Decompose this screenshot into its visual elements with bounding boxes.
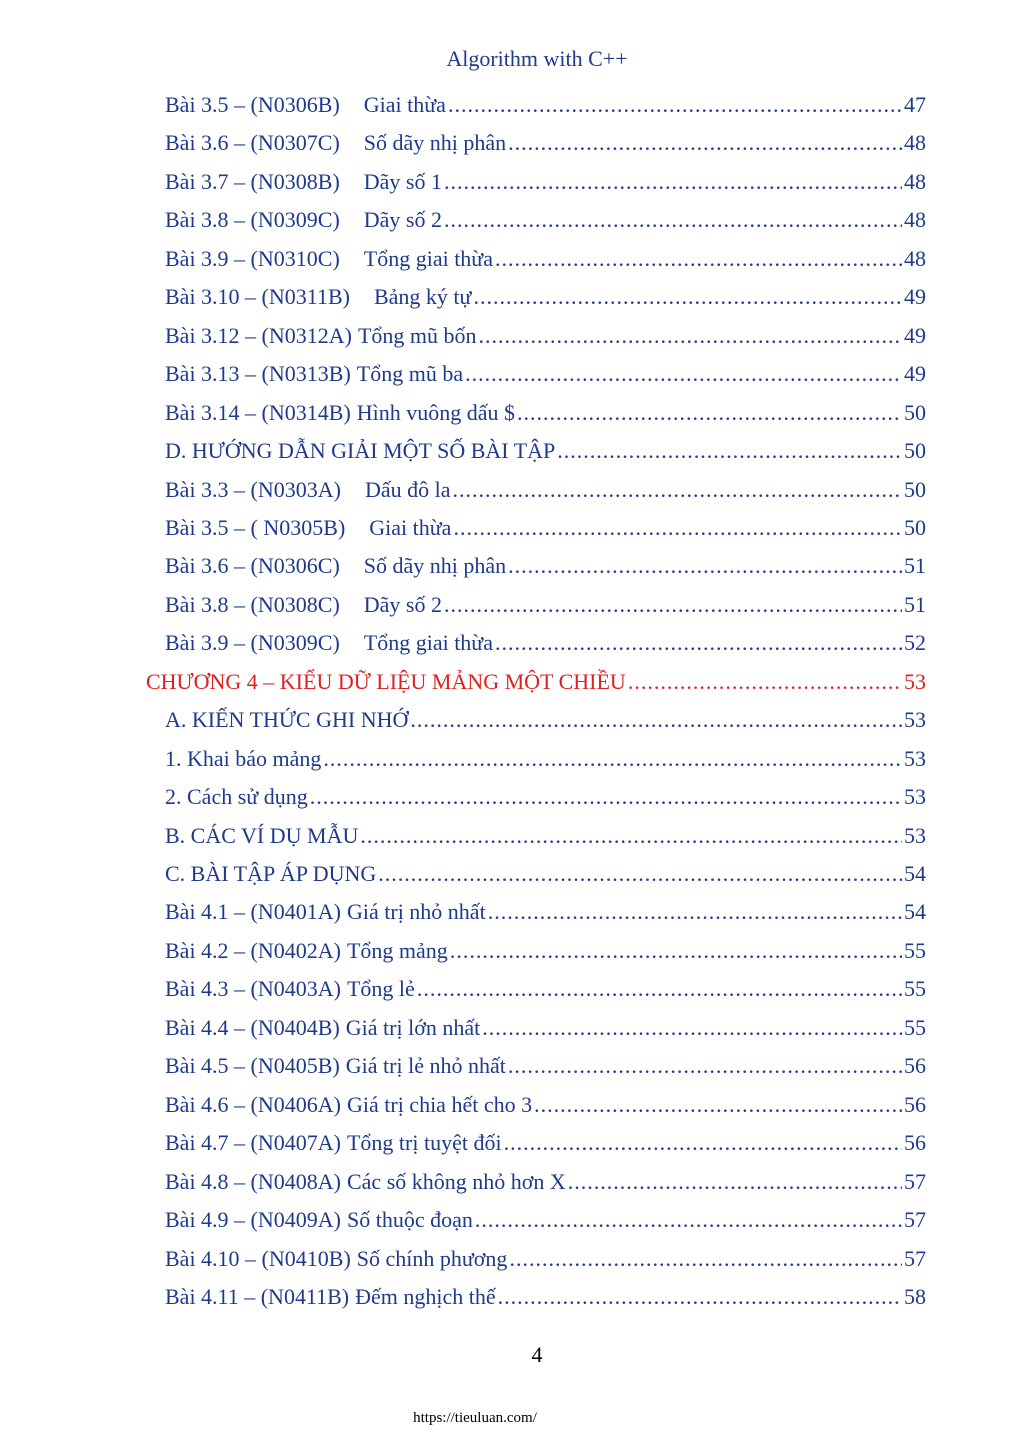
toc-leader-dots <box>465 361 902 387</box>
toc-entry-title: Tổng lẻ <box>346 976 415 1002</box>
toc-entry[interactable] <box>165 284 926 322</box>
toc-page-number: 55 <box>904 937 926 963</box>
toc-entry[interactable] <box>165 1015 926 1053</box>
toc-entry-label: Bài 4.2 – (N0402A) <box>165 937 341 963</box>
toc-entry-label: Bài 3.5 – (N0306B) <box>165 92 340 117</box>
toc-entry-title: Bảng ký tự <box>373 284 472 310</box>
toc-leader-dots <box>360 823 902 849</box>
toc-entry[interactable] <box>165 899 926 937</box>
toc-leader-dots <box>475 1207 902 1233</box>
toc-entry-title: Tổng giai thừa <box>363 245 493 271</box>
toc-entry-title: Hình vuông dấu $ <box>356 399 516 425</box>
toc-page-number: 55 <box>904 976 926 1002</box>
toc-entry-title: Tổng mũ bốn <box>357 322 477 348</box>
toc-page-number: 53 <box>904 822 926 848</box>
toc-page-number: 48 <box>904 130 926 156</box>
toc-leader-dots <box>444 592 902 618</box>
toc-leader-dots <box>310 784 902 810</box>
toc-leader-dots <box>450 938 902 964</box>
toc-leader-dots <box>568 1169 902 1195</box>
toc-entry[interactable] <box>165 592 926 630</box>
toc-entry-label: Bài 3.7 – (N0308B) <box>165 168 340 194</box>
toc-entry[interactable] <box>165 1246 926 1284</box>
toc-page-number: 51 <box>904 591 926 617</box>
toc-page-number: 51 <box>904 553 926 579</box>
toc-entry-label: Bài 3.8 – (N0309C) <box>165 207 340 233</box>
toc-entry-label: Bài 3.13 – (N0313B) <box>165 361 351 387</box>
toc-leader-dots <box>448 92 902 118</box>
toc-entry-label: Bài 3.6 – (N0306C) <box>165 553 340 579</box>
toc-page-number: 56 <box>904 1091 926 1117</box>
toc-leader-dots <box>378 861 902 887</box>
toc-entry-label: Bài 4.10 – (N0410B) <box>165 1245 351 1271</box>
toc-leader-dots <box>444 207 902 233</box>
toc-page-number: 56 <box>904 1053 926 1079</box>
toc-page-number: 49 <box>904 284 926 310</box>
toc-leader-dots <box>534 1092 902 1118</box>
toc-entry-title: Dãy số 1 <box>363 168 442 194</box>
toc-page-number: 48 <box>904 168 926 194</box>
toc-entry-label: Bài 3.9 – (N0310C) <box>165 245 340 271</box>
toc-leader-dots <box>479 323 902 349</box>
toc-entry-title: Giá trị nhỏ nhất <box>346 899 486 925</box>
toc-entry-label: Bài 3.5 – ( N0305B) <box>165 514 346 540</box>
toc-entry-label: Bài 3.12 – (N0312A) <box>165 322 352 348</box>
toc-entry[interactable] <box>165 477 926 515</box>
toc-entry-title: Giai thừa <box>369 514 452 540</box>
toc-entry-label: Bài 3.6 – (N0307C) <box>165 130 340 156</box>
toc-leader-dots <box>495 630 902 656</box>
toc-leader-dots <box>323 746 902 772</box>
toc-entry-title: Tổng mũ ba <box>356 361 464 387</box>
toc-entry-label: CHƯƠNG 4 – KIỂU DỮ LIỆU MẢNG MỘT CHIỀU <box>146 668 626 694</box>
toc-entry[interactable] <box>165 938 926 976</box>
toc-page-number: 47 <box>904 92 926 117</box>
toc-entry[interactable] <box>165 323 926 361</box>
toc-entry-label: B. CÁC VÍ DỤ MẪU <box>165 822 359 848</box>
toc-entry-label: 2. Cách sử dụng <box>165 784 308 810</box>
toc-leader-dots <box>508 1053 902 1079</box>
toc-entry[interactable] <box>165 1284 926 1322</box>
toc-entry[interactable] <box>165 438 926 476</box>
toc-leader-dots <box>417 976 902 1002</box>
toc-page-number: 53 <box>904 745 926 771</box>
toc-page-number: 48 <box>904 245 926 271</box>
toc-entry[interactable] <box>165 207 926 245</box>
toc-leader-dots <box>488 899 902 925</box>
toc-entry[interactable] <box>165 515 926 553</box>
toc-entry[interactable] <box>165 1169 926 1207</box>
toc-leader-dots <box>410 707 902 733</box>
toc-entry-title: Đếm nghịch thế <box>355 1283 496 1309</box>
toc-page-number: 55 <box>904 1014 926 1040</box>
toc-entry-label: Bài 3.10 – (N0311B) <box>165 284 350 310</box>
toc-page-number: 53 <box>904 707 926 733</box>
toc-entry[interactable] <box>165 246 926 284</box>
toc-entry-title: Giá trị chia hết cho 3 <box>346 1091 533 1117</box>
toc-entry[interactable] <box>165 169 926 207</box>
toc-entry-title: Giá trị lẻ nhỏ nhất <box>345 1053 506 1079</box>
toc-leader-dots <box>517 400 902 426</box>
toc-entry-label: D. HƯỚNG DẪN GIẢI MỘT SỐ BÀI TẬP <box>165 438 556 464</box>
toc-page-number: 57 <box>904 1245 926 1271</box>
toc-entry-label: Bài 4.5 – (N0405B) <box>165 1053 340 1079</box>
toc-entry-label: Bài 4.9 – (N0409A) <box>165 1207 341 1233</box>
toc-page-number: 49 <box>904 322 926 348</box>
toc-entry[interactable] <box>165 92 926 130</box>
toc-entry-label: Bài 4.7 – (N0407A) <box>165 1130 341 1156</box>
toc-entry[interactable] <box>165 1130 926 1168</box>
toc-leader-dots <box>509 1246 902 1272</box>
toc-page-number: 52 <box>904 630 926 656</box>
toc-chapter-entry[interactable] <box>146 669 926 707</box>
toc-entry-label: Bài 4.8 – (N0408A) <box>165 1168 341 1194</box>
toc-leader-dots <box>557 438 902 464</box>
toc-page-number: 54 <box>904 899 926 925</box>
running-header: Algorithm with C++ <box>446 46 628 71</box>
toc-leader-dots <box>628 669 902 695</box>
toc-leader-dots <box>504 1130 902 1156</box>
toc-leader-dots <box>482 1015 902 1041</box>
toc-entry-label: Bài 3.14 – (N0314B) <box>165 399 351 425</box>
toc-page-number: 50 <box>904 438 926 464</box>
toc-entry-title: Tổng trị tuyệt đối <box>346 1130 502 1156</box>
toc-entry[interactable] <box>165 630 926 668</box>
toc-entry-label: Bài 4.6 – (N0406A) <box>165 1091 341 1117</box>
toc-page-number: 50 <box>904 514 926 540</box>
toc-entry-title: Giá trị lớn nhất <box>345 1014 481 1040</box>
toc-page-number: 53 <box>904 784 926 810</box>
toc-page-number: 57 <box>904 1168 926 1194</box>
toc-entry[interactable] <box>165 976 926 1014</box>
toc-leader-dots <box>444 169 902 195</box>
toc-page-number: 48 <box>904 207 926 233</box>
toc-entry-title: Số thuộc đoạn <box>346 1207 473 1233</box>
toc-entry-label: C. BÀI TẬP ÁP DỤNG <box>165 861 377 886</box>
toc-entry[interactable] <box>165 1092 926 1130</box>
toc-leader-dots <box>453 477 902 503</box>
toc-entry-title: Dãy số 2 <box>363 207 442 233</box>
toc-entry-title: Dấu đô la <box>364 476 451 502</box>
toc-entry[interactable] <box>165 400 926 438</box>
toc-page-number: 58 <box>904 1283 926 1309</box>
toc-leader-dots <box>508 130 902 156</box>
toc-entry-label: Bài 3.3 – (N0303A) <box>165 476 341 502</box>
toc-page-number: 50 <box>904 476 926 502</box>
toc-entry-title: Giai thừa <box>363 92 446 117</box>
toc-page-number: 56 <box>904 1130 926 1156</box>
toc-page-number: 57 <box>904 1207 926 1233</box>
toc-entry-label: Bài 3.9 – (N0309C) <box>165 630 340 656</box>
toc-entry-label: A. KIẾN THỨC GHI NHỚ <box>165 707 409 733</box>
toc-entry-title: Tổng mảng <box>346 937 448 963</box>
toc-entry-title: Số chính phương <box>356 1245 508 1271</box>
toc-entry[interactable] <box>165 784 926 822</box>
footer-url: https://tieuluan.com/ <box>413 1410 537 1426</box>
toc-entry[interactable] <box>165 746 926 784</box>
toc-entry-title: Số dãy nhị phân <box>363 130 507 156</box>
toc-page-number: 50 <box>904 399 926 425</box>
toc-entry-label: Bài 3.8 – (N0308C) <box>165 591 340 617</box>
toc-leader-dots <box>473 284 902 310</box>
toc-leader-dots <box>495 246 902 272</box>
toc-entry[interactable] <box>165 707 926 745</box>
page-number: 4 <box>531 1342 543 1367</box>
toc-entry[interactable] <box>165 130 926 168</box>
toc-entry-title: Số dãy nhị phân <box>363 553 507 579</box>
toc-entry-label: Bài 4.1 – (N0401A) <box>165 899 341 925</box>
toc-entry[interactable] <box>165 1053 926 1091</box>
toc-entry-title: Các số không nhỏ hơn X <box>346 1168 566 1194</box>
toc-page-number: 54 <box>904 861 926 886</box>
toc-entry-label: Bài 4.3 – (N0403A) <box>165 976 341 1002</box>
toc-leader-dots <box>453 515 902 541</box>
toc-page-number: 49 <box>904 361 926 387</box>
toc-leader-dots <box>498 1284 902 1310</box>
toc-entry[interactable] <box>165 553 926 591</box>
toc-entry[interactable] <box>165 861 926 899</box>
toc-entry[interactable] <box>165 1207 926 1245</box>
toc-entry[interactable] <box>165 361 926 399</box>
toc-entry-label: 1. Khai báo mảng <box>165 745 322 771</box>
toc-entry-title: Tổng giai thừa <box>363 630 493 656</box>
toc-page-number: 53 <box>904 668 926 694</box>
toc-entry-title: Dãy số 2 <box>363 591 442 617</box>
toc-entry[interactable] <box>165 823 926 861</box>
toc-entry-label: Bài 4.4 – (N0404B) <box>165 1014 340 1040</box>
toc-entry-label: Bài 4.11 – (N0411B) <box>165 1283 350 1309</box>
toc-leader-dots <box>508 553 902 579</box>
